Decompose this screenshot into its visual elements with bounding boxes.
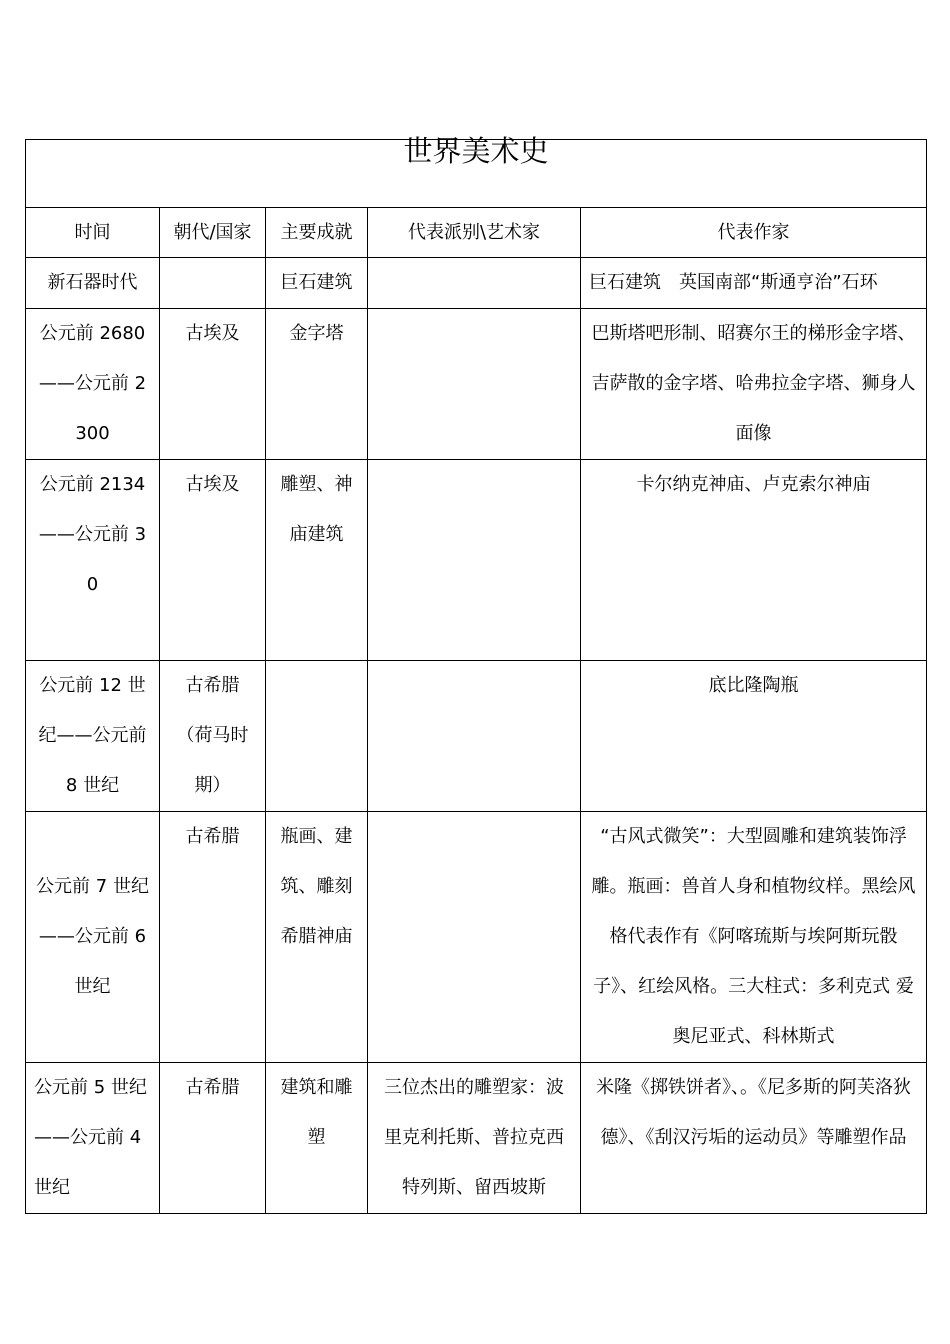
cell-works: 巴斯塔吧形制、昭赛尔王的梯形金字塔、吉萨散的金字塔、哈弗拉金字塔、狮身人面像 — [581, 309, 927, 460]
art-history-table — [25, 134, 927, 1214]
cell-dynasty: 古希腊（荷马时期） — [160, 661, 266, 812]
cell-time: 公元前 5 世纪——公元前 4 世纪 — [26, 1063, 160, 1214]
cell-dynasty: 古埃及 — [160, 460, 266, 661]
cell-works: “古风式微笑”：大型圆雕和建筑装饰浮雕。瓶画：兽首人身和植物纹样。黑绘风格代表作有《阿喀琉斯与埃阿斯玩骰子》、红绘风格。三大柱式：多利克式 爱奥尼亚式、科林斯式 — [581, 812, 927, 1063]
cell-school — [368, 460, 581, 661]
header-achievement: 主要成就 — [266, 208, 368, 258]
title-cell — [26, 134, 927, 208]
cell-dynasty: 古埃及 — [160, 309, 266, 460]
header-works: 代表作家 — [581, 208, 927, 258]
cell-works: 底比隆陶瓶 — [581, 661, 927, 812]
cell-time: 公元前 2680——公元前 2300 — [26, 309, 160, 460]
cell-school — [368, 661, 581, 812]
cell-achievement: 金字塔 — [266, 309, 368, 460]
cell-school: 三位杰出的雕塑家：波里克利托斯、普拉克西特列斯、留西坡斯 — [368, 1063, 581, 1214]
cell-time: 新石器时代 — [26, 258, 160, 309]
table-row — [26, 258, 927, 309]
cell-achievement: 雕塑、神庙建筑 — [266, 460, 368, 661]
cell-dynasty: 古希腊 — [160, 1063, 266, 1214]
header-dynasty: 朝代/国家 — [160, 208, 266, 258]
table-row — [26, 309, 927, 460]
cell-achievement: 建筑和雕塑 — [266, 1063, 368, 1214]
header-time: 时间 — [26, 208, 160, 258]
cell-time: 公元前 7 世纪——公元前 6 世纪 — [26, 812, 160, 1063]
cell-time: 公元前 12 世纪——公元前 8 世纪 — [26, 661, 160, 812]
cell-school — [368, 309, 581, 460]
document-sheet — [25, 134, 926, 1214]
cell-time: 公元前 2134——公元前 30 — [26, 460, 160, 661]
header-school: 代表派别\艺术家 — [368, 208, 581, 258]
cell-school — [368, 812, 581, 1063]
cell-achievement: 巨石建筑 — [266, 258, 368, 309]
cell-school — [368, 258, 581, 309]
table-row — [26, 1063, 927, 1214]
header-row — [26, 208, 927, 258]
cell-works: 卡尔纳克神庙、卢克索尔神庙 — [581, 460, 927, 661]
cell-achievement: 瓶画、建筑、雕刻 希腊神庙 — [266, 812, 368, 1063]
page-title: 世界美术史 — [403, 134, 549, 168]
table-row — [26, 812, 927, 1063]
cell-dynasty: 古希腊 — [160, 812, 266, 1063]
table-row — [26, 661, 927, 812]
table-row — [26, 460, 927, 661]
title-row — [26, 140, 927, 208]
cell-works: 米隆《掷铁饼者》、。《尼多斯的阿芙洛狄德》、《刮汉污垢的运动员》等雕塑作品 — [581, 1063, 927, 1214]
cell-works: 巨石建筑 英国南部“斯通亨治”石环 — [581, 258, 927, 309]
cell-achievement — [266, 661, 368, 812]
cell-dynasty — [160, 258, 266, 309]
